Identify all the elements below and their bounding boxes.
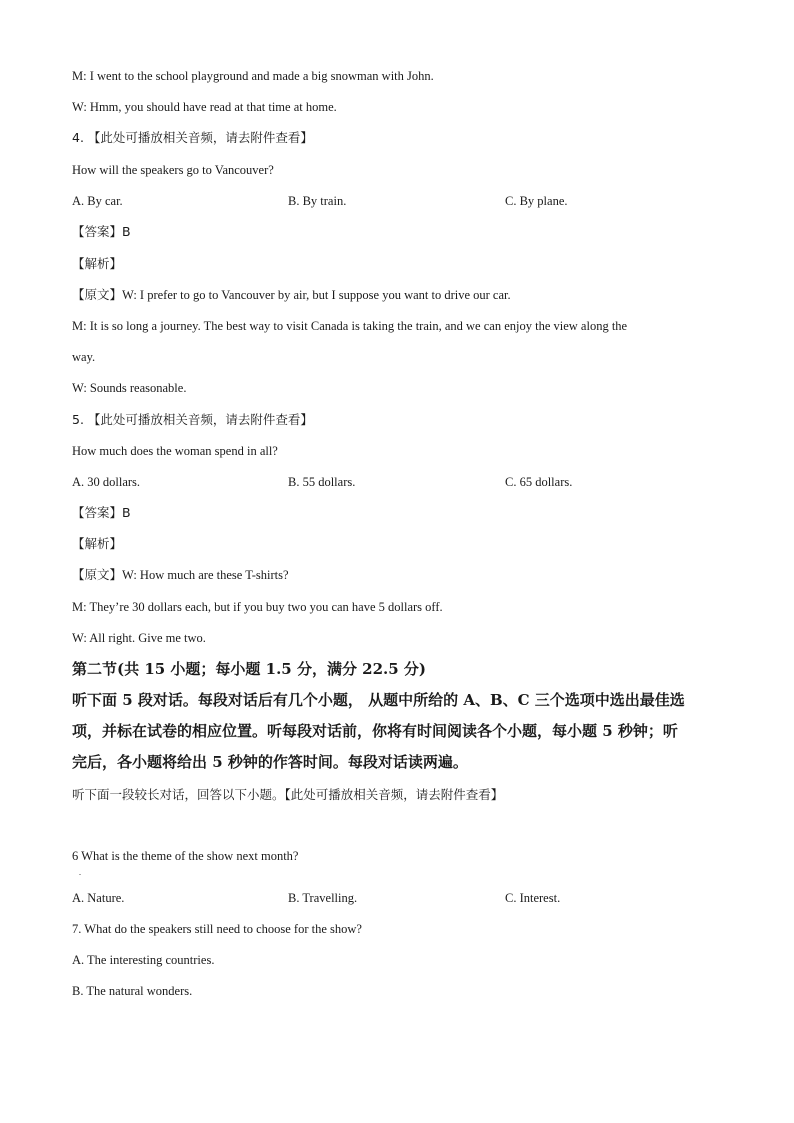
question-5-option-c: C. 65 dollars. [505, 475, 573, 489]
question-5-transcript: M: They’re 30 dollars each, but if you buy two you can have 5 dollars off. [72, 600, 443, 614]
question-4-answer: 【答案】B [72, 224, 131, 239]
dialogue-line: W: Hmm, you should have read at that time at home. [72, 100, 337, 114]
question-7-text: 7. What do the speakers still need to choose for the show? [72, 922, 362, 936]
section-instructions: 听下面 5 段对话。每段对话后有几个小题， 从题中所给的 A、B、C 三个选项中选出最佳选 [72, 691, 685, 709]
question-6-text: 6 What is the theme of the show next month? [72, 849, 299, 863]
question-5-transcript: W: All right. Give me two. [72, 631, 206, 645]
question-4-transcript: M: It is so long a journey. The best way to visit Canada is taking the train, and we can enjoy the view along the [72, 319, 628, 333]
question-4-option-b: B. By train. [288, 194, 347, 208]
section-instructions: 完后，各小题将给出 5 秒钟的作答时间。每段对话读两遍。 [72, 753, 468, 771]
section-instructions: 项，并标在试卷的相应位置。听每段对话前，你将有时间阅读各个小题，每小题 5 秒钟；听 [72, 722, 678, 740]
question-6-dot: . [79, 868, 81, 877]
question-4-audio-stem: 4. 【此处可播放相关音频，请去附件查看】 [72, 130, 313, 145]
question-4-option-a: A. By car. [72, 194, 123, 208]
question-5-analysis-label: 【解析】 [72, 536, 123, 551]
question-4-transcript: way. [72, 350, 96, 364]
question-5-text: How much does the woman spend in all? [72, 444, 278, 458]
question-6-option-b: B. Travelling. [288, 891, 358, 905]
question-4-transcript: 【原文】W: I prefer to go to Vancouver by air, but I suppose you want to drive our car. [72, 288, 511, 302]
question-5-transcript: 【原文】W: How much are these T-shirts? [72, 568, 289, 582]
question-5-audio-stem: 5. 【此处可播放相关音频，请去附件查看】 [72, 412, 313, 427]
question-5-answer: 【答案】B [72, 505, 131, 520]
question-4-analysis-label: 【解析】 [72, 256, 123, 271]
question-6-option-a: A. Nature. [72, 891, 125, 905]
question-6-option-c: C. Interest. [505, 891, 561, 905]
question-5-option-a: A. 30 dollars. [72, 475, 141, 489]
section-title: 第二节(共 15 小题；每小题 1.5 分，满分 22.5 分) [72, 660, 427, 678]
question-4-transcript: W: Sounds reasonable. [72, 381, 187, 395]
dialogue-line: M: I went to the school playground and made a big snowman with John. [72, 69, 434, 83]
dialog-intro: 听下面一段较长对话，回答以下小题。【此处可播放相关音频，请去附件查看】 [72, 787, 504, 802]
question-4-text: How will the speakers go to Vancouver? [72, 163, 274, 177]
question-4-option-c: C. By plane. [505, 194, 568, 208]
question-7-option-b: B. The natural wonders. [72, 984, 193, 998]
question-5-option-b: B. 55 dollars. [288, 475, 356, 489]
question-7-option-a: A. The interesting countries. [72, 953, 215, 967]
